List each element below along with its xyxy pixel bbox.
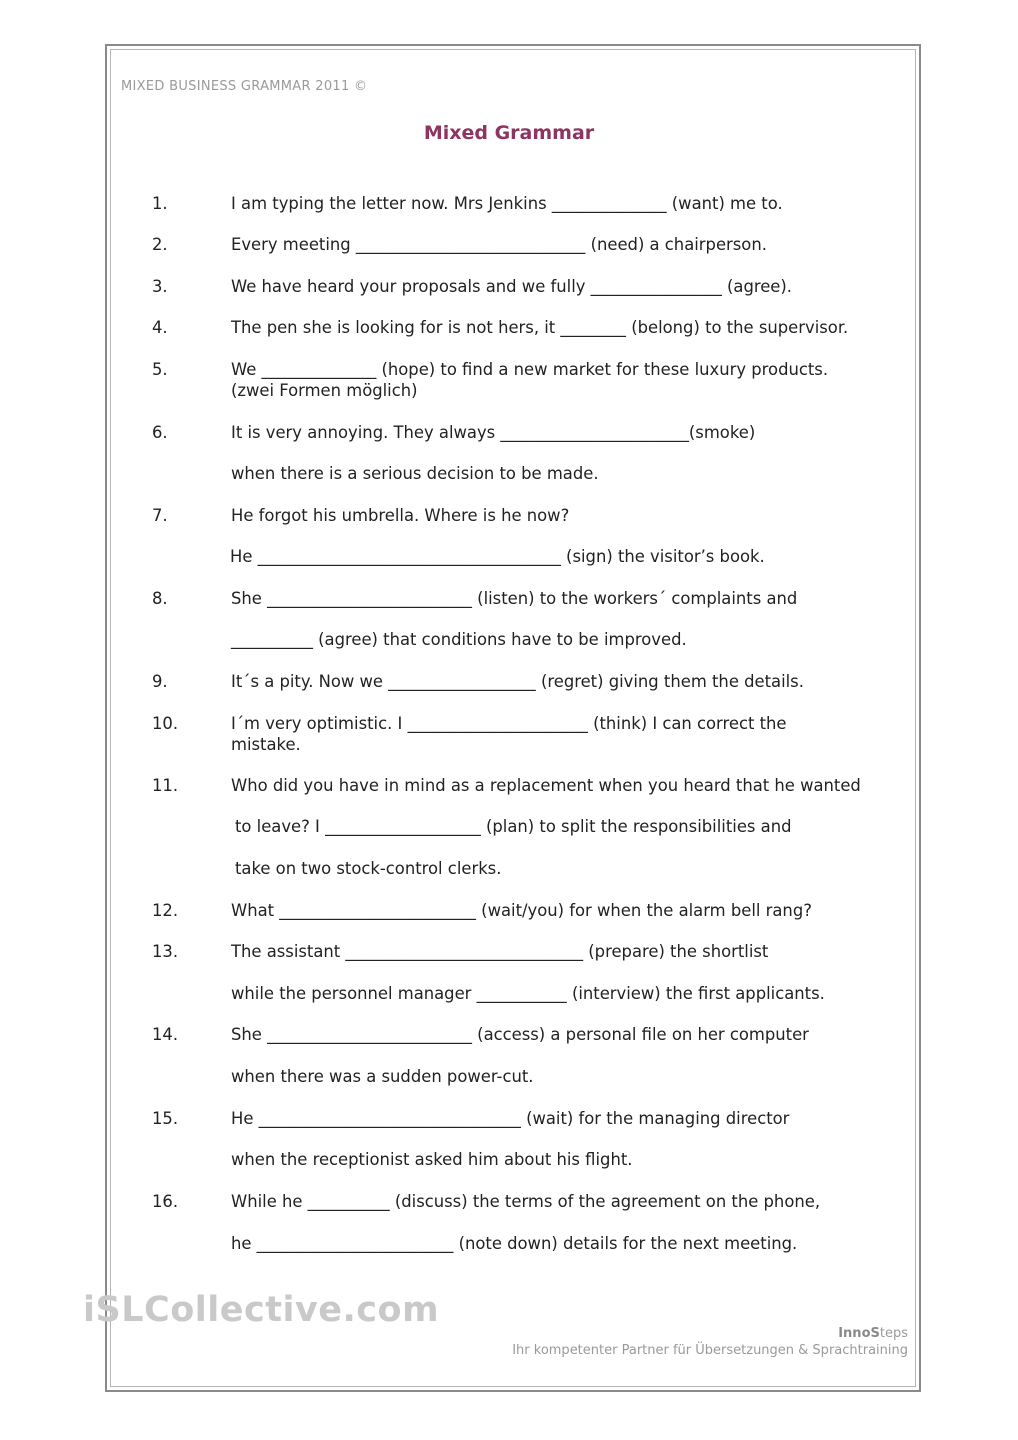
exercise-number: 2. <box>152 235 168 254</box>
exercise-line: He ________________________________ (wait) for the managing director <box>231 1109 790 1128</box>
exercise-number: 5. <box>152 360 168 379</box>
exercise-line: While he __________ (discuss) the terms of the agreement on the phone, <box>231 1192 821 1211</box>
exercise-line: (zwei Formen möglich) <box>231 381 418 400</box>
exercise-number: 3. <box>152 277 168 296</box>
exercise-line: She _________________________ (access) a personal file on her computer <box>231 1025 809 1044</box>
exercise-number: 15. <box>152 1109 179 1128</box>
exercise-line: It is very annoying. They always _______________________(smoke) <box>231 423 756 442</box>
exercise-number: 7. <box>152 506 168 525</box>
exercise-line: when there was a sudden power-cut. <box>231 1067 534 1086</box>
exercise-line: he ________________________ (note down) details for the next meeting. <box>231 1234 798 1253</box>
exercise-number: 13. <box>152 942 179 961</box>
exercise-line: The assistant _____________________________ (prepare) the shortlist <box>231 942 769 961</box>
exercise-line: take on two stock-control clerks. <box>235 859 502 878</box>
exercise-line: __________ (agree) that conditions have to be improved. <box>231 630 687 649</box>
exercise-line: She _________________________ (listen) to the workers´ complaints and <box>231 589 798 608</box>
exercise-line: We have heard your proposals and we fully ________________ (agree). <box>231 277 792 296</box>
exercise-number: 10. <box>152 714 179 733</box>
brand-name-part3: teps <box>879 1326 908 1341</box>
exercise-line: He forgot his umbrella. Where is he now? <box>231 506 570 525</box>
exercise-line: when there is a serious decision to be made. <box>231 464 599 483</box>
watermark-logo: iSLCollective.com <box>83 1290 440 1330</box>
brand-tagline: Ihr kompetenter Partner für Übersetzungen & Sprachtraining <box>512 1343 908 1358</box>
exercise-line: He _____________________________________ (sign) the visitor’s book. <box>230 547 765 566</box>
document-title: Mixed Grammar <box>423 122 595 144</box>
brand-name-part2-initial: S <box>870 1326 880 1341</box>
exercise-number: 9. <box>152 672 168 691</box>
exercise-number: 6. <box>152 423 168 442</box>
exercise-number: 8. <box>152 589 168 608</box>
exercise-line: mistake. <box>231 735 301 754</box>
brand-name-part1: Inno <box>838 1326 871 1341</box>
exercise-number: 12. <box>152 901 179 920</box>
exercise-line: to leave? I ___________________ (plan) to split the responsibilities and <box>235 817 792 836</box>
exercise-line: I am typing the letter now. Mrs Jenkins ______________ (want) me to. <box>231 194 783 213</box>
exercise-line: I´m very optimistic. I ______________________ (think) I can correct the <box>231 714 787 733</box>
brand-name <box>838 1326 908 1341</box>
header-note: MIXED BUSINESS GRAMMAR 2011 © <box>121 79 368 94</box>
exercise-number: 1. <box>152 194 168 213</box>
exercise-line: when the receptionist asked him about his flight. <box>231 1150 633 1169</box>
exercise-line: What ________________________ (wait/you) for when the alarm bell rang? <box>231 901 812 920</box>
exercise-number: 14. <box>152 1025 179 1044</box>
exercise-line: Who did you have in mind as a replacement when you heard that he wanted <box>231 776 861 795</box>
exercise-number: 11. <box>152 776 179 795</box>
exercise-number: 4. <box>152 318 168 337</box>
exercise-line: Every meeting ____________________________ (need) a chairperson. <box>231 235 767 254</box>
exercise-line: It´s a pity. Now we __________________ (regret) giving them the details. <box>231 672 804 691</box>
exercise-line: while the personnel manager ___________ (interview) the first applicants. <box>231 984 825 1003</box>
exercise-line: The pen she is looking for is not hers, it ________ (belong) to the supervisor. <box>231 318 849 337</box>
exercise-line: We ______________ (hope) to find a new market for these luxury products. <box>231 360 829 379</box>
exercise-number: 16. <box>152 1192 179 1211</box>
